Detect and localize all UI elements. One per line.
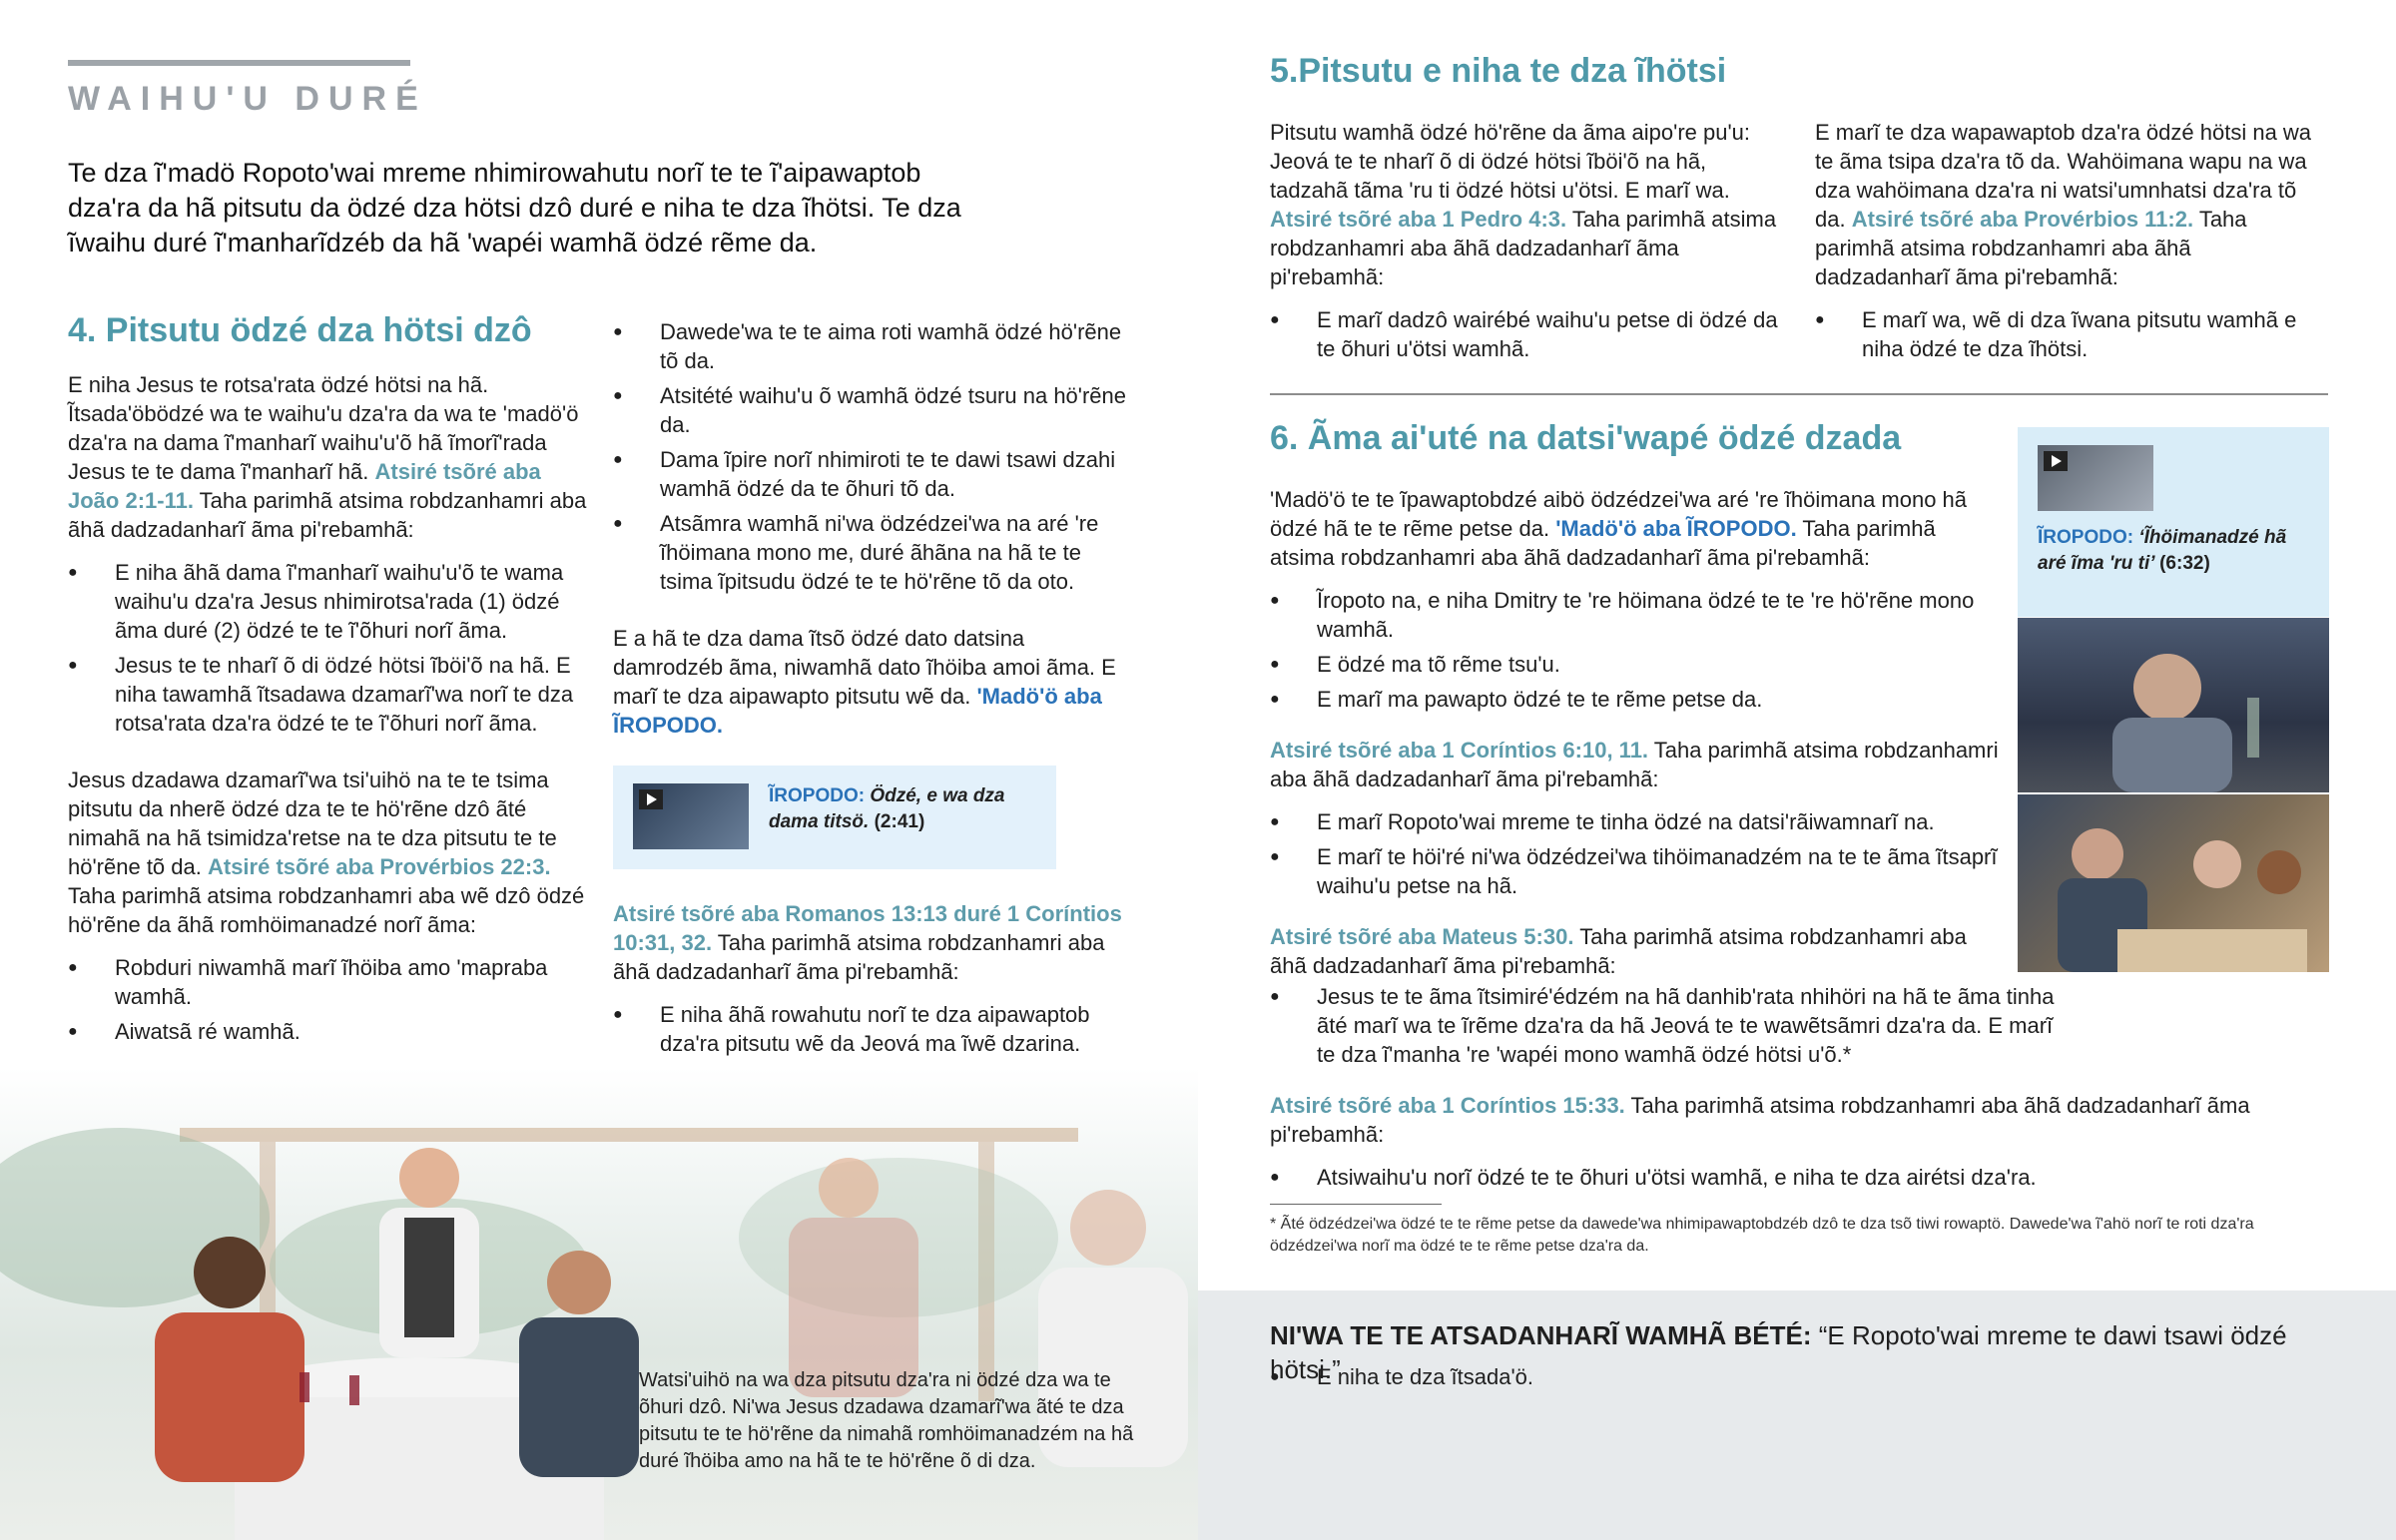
bullet-list (1270, 982, 2064, 1069)
section-5-column-1 (1270, 118, 1789, 363)
intro-text: Te dza ĩ'madö Ropoto'wai mreme nhimirowahutu norĩ te te ĩ'aipawaptob dza'ra da hã pitsutu da ödzé dza hötsi dzô duré e niha te dza ĩhötsi. Te dza ĩwaihu duré ĩ'manharĩdzéb da hã 'wapéi wamhã ödzé rẽme da. (68, 158, 961, 257)
page-kicker: WAIHU'U DURÉ (68, 80, 427, 118)
paragraph-text: E marĩ te dza wapawaptob dza'ra ödzé hötsi na wa te ãma tsipa dza'ra tõ da. Wahöimana wapu na wa dza wahöimana dza'ra ni watsi'umnhatsi dza'ra tõ da. (1815, 120, 2312, 232)
video-link[interactable]: 'Madö'ö aba ĨROPODO. (613, 684, 1102, 738)
video-card[interactable] (613, 766, 1056, 869)
bible-reference-link[interactable]: Atsiré tsõré aba 1 Pedro 4:3. (1270, 207, 1567, 232)
objection-label: NI'WA TE TE ATSADANHARĨ WAMHÃ BÉTÉ: (1270, 1320, 1812, 1350)
paragraph-text: E niha Jesus te rotsa'rata ödzé hötsi na hã. Ĩtsada'öbödzé wa te waihu'u dza'ra da wa te 'madö'ö dza'ra na dama ĩ'manharĩ waihu'u'õ hã ĩmorĩ'rada Jesus te te dama ĩ'manharĩ hã. (68, 372, 579, 484)
video-duration: (6:32) (2159, 553, 2210, 574)
section-6-heading (1270, 419, 2009, 458)
bible-reference-link[interactable]: Atsiré tsõré aba 1 Coríntios 6:10, 11. (1270, 738, 1649, 763)
paragraph-text: Taha parimhã atsima robdzanhamri aba ãhã dadzadanharĩ ãma pi'rebamhã: (68, 488, 587, 542)
list-item: ● E marĩ Ropoto'wai mreme te tinha ödzé na datsi'rãiwamnarĩ na. (1270, 807, 1999, 836)
bullet-list (1270, 586, 1999, 714)
bible-reference-link[interactable]: Atsiré tsõré aba João 2:1-11. (68, 459, 541, 513)
bullet-list (1270, 1163, 2328, 1192)
list-item: ● Jesus te te nharĩ õ di ödzé hötsi ĩböi'õ na hã. E niha tawamhã ĩtsadawa dzamarĩ'wa norĩ te dza rotsa'rata dza'ra ödzé te te ĩ'õhuri norĩ ãma. (68, 651, 592, 738)
section-6-paragraph-4 (1270, 1091, 2328, 1149)
heading-text: 6. Ãma ai'uté na datsi'wapé ödzé dzada (1270, 419, 1902, 457)
section-divider (1270, 393, 2328, 395)
section-4-paragraph-1 (68, 370, 592, 544)
section-6-top-text (1270, 485, 1999, 980)
list-item: ● E niha ãhã rowahutu norĩ te dza aipawaptob dza'ra pitsutu wẽ da Jeová ma ĩwẽ dzarina. (613, 1000, 1127, 1058)
paragraph-text: Taha parimhã atsima robdzanhamri aba wẽ dzô ödzé hö'rẽne da ãhã romhöimanadzé norĩ ãma: (68, 883, 585, 937)
section-5-paragraph-1 (1270, 118, 1789, 291)
paragraph-text: Taha parimhã atsima robdzanhamri aba ãhã dadzadanharĩ ãma pi'rebamhã: (1270, 1093, 2250, 1147)
list-item: ● E ödzé ma tõ rẽme tsu'u. (1270, 650, 1999, 679)
bible-reference-link[interactable]: Atsiré tsõré aba 1 Coríntios 15:33. (1270, 1093, 1625, 1118)
section-4-column-1 (68, 311, 592, 1046)
paragraph-text: Taha parimhã atsima robdzanhamri aba ãhã dadzadanharĩ ãma pi'rebamhã: (1815, 207, 2247, 289)
video-card[interactable] (2018, 427, 2329, 617)
bible-reference-link[interactable]: Atsiré tsõré aba Mateus 5:30. (1270, 924, 1574, 949)
section-5-paragraph-2 (1815, 118, 2328, 291)
paragraph-text: 'Madö'ö te te ĩpawaptobdzé aibö ödzédzei'wa aré 're ĩhöimana mono hã ödzé hã te te rẽme petse da. (1270, 487, 1968, 541)
list-item: ● E marĩ wa, wẽ di dza ĩwana pitsutu wamhã e niha ödzé te dza ĩhötsi. (1815, 305, 2328, 363)
section-6-paragraph-2 (1270, 736, 1999, 793)
list-item: ● Robduri niwamhã marĩ ĩhöiba amo 'mapraba wamhã. (68, 953, 592, 1011)
list-item: ● Aiwatsã ré wamhã. (68, 1017, 592, 1046)
video-key: ĨROPODO: (2038, 527, 2134, 548)
list-item: ● E marĩ te höi'ré ni'wa ödzédzei'wa tihöimanadzém na te te ãma ĩtsaprĩ waihu'u petse na hã. (1270, 842, 1999, 900)
paragraph-text: E a hã te dza dama ĩtsõ ödzé dato datsina damrodzéb ãma, niwamhã dato ĩhöiba amoi ãma. E marĩ te dza aipawapto pitsutu wẽ da. (613, 626, 1116, 709)
list-item: ● Dama ĩpire norĩ nhimiroti te te dawi tsawi dzahi wamhã ödzé da te õhuri tõ da. (613, 445, 1127, 503)
video-still-man-alone (2018, 618, 2329, 792)
video-thumbnail[interactable] (2038, 445, 2153, 511)
bullet-list (1815, 305, 2328, 363)
objection-box (1198, 1290, 2396, 1540)
play-icon (2044, 451, 2068, 471)
footnote-divider (1270, 1204, 1442, 1205)
list-item: ● Atsiwaihu'u norĩ ödzé te te õhuri u'ötsi wamhã, e niha te dza airétsi dza'ra. (1270, 1163, 2328, 1192)
illustration-caption: Watsi'uihö na wa dza pitsutu dza'ra ni ödzé dza wa te õhuri dzô. Ni'wa Jesus dzadawa dzamarĩ'wa ãté te dza pitsutu te te hö'rẽne da nimahã romhöimanadzém na hã duré ĩhöiba amo na hã te te hö'rẽne õ di dza. (639, 1369, 1134, 1472)
list-item: ● Atsãmra wamhã ni'wa ödzédzei'wa na aré 're ĩhöimana mono me, duré ãhãna na hã te te tsima ĩpitsudu ödzé te te hö'rẽne tõ da oto. (613, 509, 1127, 596)
section-6-bottom-text (1270, 982, 2328, 1192)
section-4-paragraph-2 (68, 766, 592, 939)
list-item: ● E marĩ ma pawapto ödzé te te rẽme petse da. (1270, 685, 1999, 714)
section-4-column-2 (613, 317, 1127, 1058)
section-4-paragraph-3 (613, 624, 1127, 740)
section-6-paragraph-1 (1270, 485, 1999, 572)
video-key: ĨROPODO: (769, 785, 866, 806)
paragraph-text: Taha parimhã atsima robdzanhamri aba ãhã dadzadanharĩ ãma pi'rebamhã: (1270, 516, 1936, 570)
bible-reference-link[interactable]: Atsiré tsõré aba Provérbios 11:2. (1851, 207, 2194, 232)
paragraph-text: Taha parimhã atsima robdzanhamri aba ãhã dadzadanharĩ ãma pi'rebamhã: (1270, 924, 1967, 978)
paragraph-text: Taha parimhã atsima robdzanhamri aba ãhã dadzadanharĩ ãma pi'rebamhã: (1270, 207, 1777, 289)
video-title (2038, 525, 2307, 577)
paragraph-text: Jesus dzadawa dzamarĩ'wa tsi'uihö na te te tsima pitsutu da nherẽ ödzé dza te te hö'rẽne dzô ãté nimahã na hã tsimidza'retse na te dza pitsutu te te hö'rẽne tõ da. (68, 768, 557, 879)
objection-quote: “E Ropoto'wai mreme te dawi tsawi ödzé hötsi.” (1270, 1320, 2287, 1384)
paragraph-text: Taha parimhã atsima robdzanhamri aba ãhã dadzadanharĩ ãma pi'rebamhã: (613, 930, 1105, 984)
list-item: ● Jesus te te ãma ĩtsimiré'édzém na hã danhib'rata nhihöri na hã te ãma tinha ãté marĩ wa te ĩrẽme dza'ra da hã Jeová te te wawẽtsãmri dza'ra da. E marĩ te dza ĩ'manha 're 'wapéi mono wamhã ödzé hötsi u'õ.* (1270, 982, 2064, 1069)
list-item: ● E niha te dza ĩtsada'ö. (1270, 1362, 2268, 1391)
video-still-study (2018, 794, 2329, 972)
heading-text: 5.Pitsutu e niha te dza ĩhötsi (1270, 52, 1727, 90)
video-link[interactable]: 'Madö'ö aba ĨROPODO. (1555, 516, 1797, 541)
section-6-paragraph-3 (1270, 922, 1999, 980)
bullet-list (1270, 305, 1789, 363)
bullet-list (613, 1000, 1127, 1058)
section-5-column-2 (1815, 118, 2328, 363)
bullet-list (1270, 1362, 2268, 1391)
video-thumbnail[interactable] (633, 783, 749, 849)
list-item: ● E niha ãhã dama ĩ'manharĩ waihu'u'õ te wama waihu'u dza'ra Jesus nhimirotsa'rada (1) ödzé ãma duré (2) ödzé te te ĩ'õhuri norĩ ãma. (68, 558, 592, 645)
bullet-list (68, 953, 592, 1046)
bullet-list (613, 317, 1127, 596)
video-name: Ödzé, e wa dza dama titsö. (769, 785, 1005, 832)
paragraph-text: Pitsutu wamhã ödzé hö'rẽne da ãma aipo're pu'u: Jeová te te nharĩ õ di ödzé hötsi ĩböi'õ na hã, tadzahã tãma 'ru ti ödzé hötsi u'ötsi. E marĩ wa. (1270, 120, 1751, 203)
section-4-paragraph-4 (613, 899, 1127, 986)
bible-reference-link[interactable]: Atsiré tsõré aba Provérbios 22:3. (207, 854, 551, 879)
list-item: ● E marĩ dadzô wairébé waihu'u petse di ödzé da te õhuri u'ötsi wamhã. (1270, 305, 1789, 363)
paragraph-text: Taha parimhã atsima robdzanhamri aba ãhã dadzadanharĩ ãma pi'rebamhã: (1270, 738, 1999, 791)
bible-reference-link[interactable]: Atsiré tsõré aba Romanos 13:13 duré 1 Coríntios 10:31, 32. (613, 901, 1122, 955)
list-item: ● Dawede'wa te te aima roti wamhã ödzé hö'rẽne tõ da. (613, 317, 1127, 375)
video-title (769, 783, 1038, 835)
photo-illustration (2018, 618, 2329, 792)
section-5-heading (1270, 52, 1726, 91)
bullet-list (1270, 807, 1999, 900)
video-name: ‘Ĩhöimanadzé hã aré ĩma 'ru ti’ (2038, 527, 2287, 574)
section-4-heading: 4. Pitsutu ödzé dza hötsi dzô (68, 311, 532, 349)
footnote: * Ãté ödzédzei'wa ödzé te te rẽme petse da dawede'wa nhimipawaptobdzéb dzô te dza tsõ tiwi rowaptö. Dawede'wa ĩ'ahö norĩ te roti dza'ra ödzédzei'wa norĩ ma ödzé te te rẽme petse dza'ra da. (1270, 1216, 2254, 1255)
photo-illustration (2018, 794, 2329, 972)
bullet-list (68, 558, 592, 738)
play-icon (639, 789, 663, 809)
header-bar (68, 60, 410, 66)
video-duration: (2:41) (874, 811, 925, 832)
list-item: ● Ĩropoto na, e niha Dmitry te 're höimana ödzé te te 're hö'rẽne mono wamhã. (1270, 586, 1999, 644)
list-item: ● Atsitété waihu'u õ wamhã ödzé tsuru na hö'rẽne da. (613, 381, 1127, 439)
